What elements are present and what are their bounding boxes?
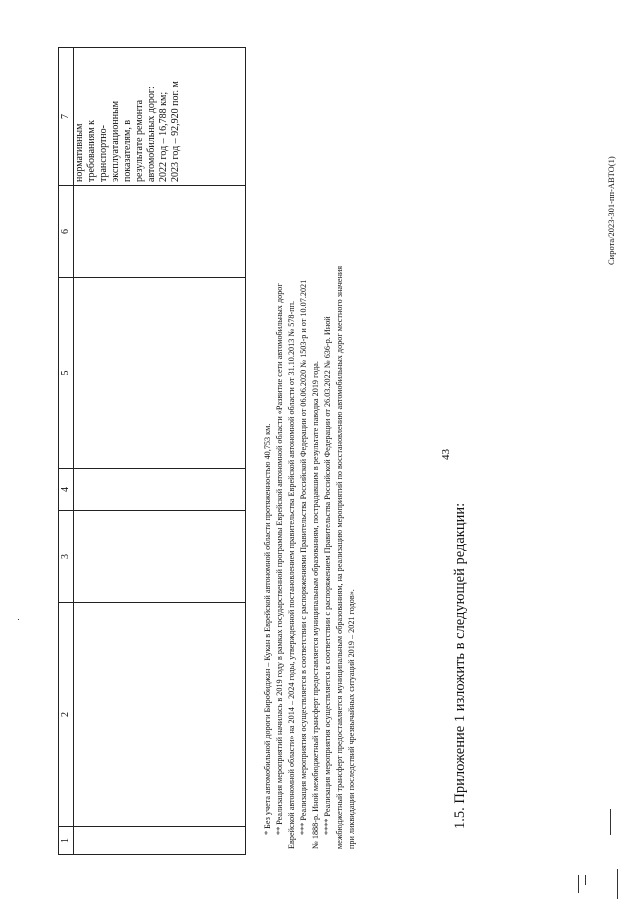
column-header: 4 <box>59 469 74 511</box>
table-cell <box>74 511 246 603</box>
section-heading: 1.5. Приложение 1 изложить в следующей редакции: <box>452 502 468 829</box>
page-number: 43 <box>440 449 452 460</box>
table-cell <box>74 186 246 278</box>
table-row <box>74 48 246 855</box>
footnote-4-line1: **** Реализация мероприятия осуществляется в соответствии с распоряжением Правительства Российской Федерации от 26.03.2022 № 636-р. Иной <box>323 316 332 835</box>
footnote-1: * Без учета автомобильной дороги Биробиджан – Кукан в Еврейской автономной области протяженностью 40,753 км. <box>263 423 272 835</box>
footnote-3-line1: *** Реализация мероприятия осуществляется в соответствии с распоряжениями Правительства Российской Федерации от 06.06.2020 № 1503-р и от 10.07.2021 <box>299 279 308 835</box>
program-table <box>58 47 246 855</box>
footnote-2-line1: ** Реализация мероприятий начилась в 2019 году в рамках государственной программы Еврейской автономной области «Развитие сети автомобильных дорог <box>275 283 284 835</box>
column-header: 2 <box>59 603 74 827</box>
scan-artifact <box>617 869 618 899</box>
footnote-4-line3: при ликвидации последствий чрезвычайных ситуаций 2019 – 2021 годов». <box>347 589 356 849</box>
footnote-3-line2: № 1888-р. Иной межбюджетный трансферт предоставляется муниципальным образованиям, пострадавшим в результате паводка 2019 года. <box>311 361 320 849</box>
column-header: 5 <box>59 278 74 469</box>
table-header-row <box>59 48 74 855</box>
column-header: 1 <box>59 827 74 855</box>
scan-artifact <box>610 809 611 835</box>
scan-artifact <box>18 619 19 620</box>
column-header: 3 <box>59 511 74 603</box>
column-header: 6 <box>59 186 74 278</box>
column-header: 7 <box>59 48 74 186</box>
table-cell <box>74 469 246 511</box>
scan-artifact <box>585 875 586 885</box>
footnote-2-line2: Еврейской автономной области» на 2014 – 2024 годы, утвержденной постановлением правительства Еврейской автономной области от 31.10.2013 № 578-пп. <box>287 300 296 849</box>
footnote-4-line2: межбюджетный трансферт предоставляется муниципальным образованиям, на реализацию мероприятий по восстановлению автомобильных дорог местного значения <box>335 266 344 849</box>
table-cell <box>74 278 246 469</box>
table-cell-result-text: нормативным требованиям к транспортно- эксплуатационным показателям, в результате ремонта автомобильных дорог: 2022 год – 16,788 км; 2023 год – 92,920 пог. м <box>74 48 246 186</box>
table-cell <box>74 827 246 855</box>
table-cell <box>74 603 246 827</box>
footnotes <box>262 79 358 849</box>
scan-artifact <box>578 875 579 893</box>
document-code: Сирота/2023-301-пп-АВТО(1) <box>606 156 616 265</box>
